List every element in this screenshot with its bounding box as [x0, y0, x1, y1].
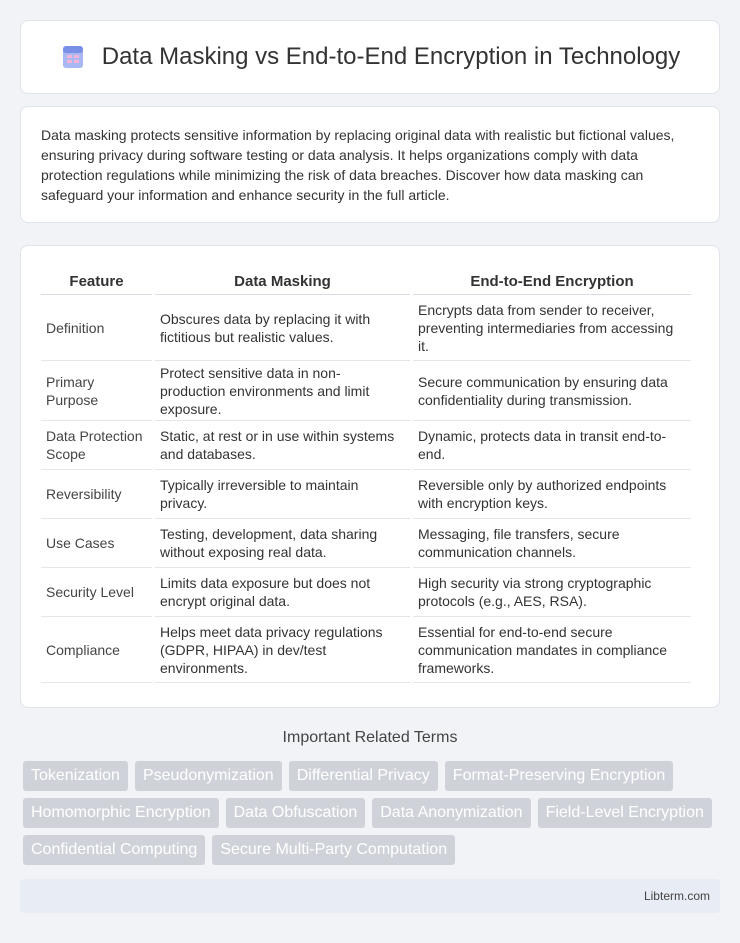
- intro-card: [20, 106, 720, 223]
- table-row: [41, 519, 691, 568]
- footer: [20, 879, 720, 913]
- related-term-tag[interactable]: Confidential Computing: [23, 835, 205, 865]
- feature-cell: Primary Purpose: [41, 361, 152, 421]
- masking-cell: Protect sensitive data in non-production environments and limit exposure.: [155, 361, 410, 421]
- related-terms-list: [23, 761, 723, 865]
- related-terms-heading: Important Related Terms: [282, 729, 458, 746]
- header-e2e-encryption: End-to-End Encryption: [413, 266, 691, 295]
- related-term-tag[interactable]: Tokenization: [23, 761, 128, 791]
- header-data-masking: Data Masking: [155, 266, 410, 295]
- feature-cell: Definition: [41, 295, 152, 361]
- encryption-cell: Secure communication by ensuring data confidentiality during transmission.: [413, 361, 691, 421]
- table-row: [41, 568, 691, 617]
- masking-cell: Testing, development, data sharing without exposing real data.: [155, 519, 410, 568]
- title-card: [20, 20, 720, 94]
- table-header-row: [41, 266, 691, 295]
- masking-cell: Limits data exposure but does not encrypt original data.: [155, 568, 410, 617]
- related-term-tag[interactable]: Data Obfuscation: [226, 798, 366, 828]
- feature-cell: Use Cases: [41, 519, 152, 568]
- feature-cell: Compliance: [41, 617, 152, 683]
- table-row: [41, 421, 691, 470]
- related-term-tag[interactable]: Secure Multi-Party Computation: [212, 835, 455, 865]
- encryption-cell: Dynamic, protects data in transit end-to-end.: [413, 421, 691, 470]
- masking-cell: Typically irreversible to maintain privacy.: [155, 470, 410, 519]
- page-title: Data Masking vs End-to-End Encryption in Technology: [101, 43, 681, 70]
- table-row: [41, 470, 691, 519]
- masking-cell: Obscures data by replacing it with fictitious but realistic values.: [155, 295, 410, 361]
- masking-cell: Static, at rest or in use within systems and databases.: [155, 421, 410, 470]
- table-row: [41, 361, 691, 421]
- feature-cell: Data Protection Scope: [41, 421, 152, 470]
- footer-site-link[interactable]: Libterm.com: [643, 889, 710, 903]
- table-row: [41, 295, 691, 361]
- encryption-cell: Reversible only by authorized endpoints with encryption keys.: [413, 470, 691, 519]
- encryption-cell: High security via strong cryptographic protocols (e.g., AES, RSA).: [413, 568, 691, 617]
- masking-cell: Helps meet data privacy regulations (GDPR, HIPAA) in dev/test environments.: [155, 617, 410, 683]
- comparison-card: [20, 245, 720, 708]
- related-term-tag[interactable]: Data Anonymization: [372, 798, 530, 828]
- comparison-table: [38, 266, 694, 683]
- related-term-tag[interactable]: Field-Level Encryption: [538, 798, 712, 828]
- related-term-tag[interactable]: Format-Preserving Encryption: [445, 761, 674, 791]
- related-term-tag[interactable]: Homomorphic Encryption: [23, 798, 219, 828]
- encryption-cell: Messaging, file transfers, secure communication channels.: [413, 519, 691, 568]
- encryption-cell: Essential for end-to-end secure communication mandates in compliance frameworks.: [413, 617, 691, 683]
- header-feature: Feature: [41, 266, 152, 295]
- feature-cell: Reversibility: [41, 470, 152, 519]
- encryption-cell: Encrypts data from sender to receiver, preventing intermediaries from accessing it.: [413, 295, 691, 361]
- table-row: [41, 617, 691, 683]
- related-term-tag[interactable]: Differential Privacy: [289, 761, 438, 791]
- intro-text: Data masking protects sensitive information by replacing original data with realistic but fictional values, ensuring privacy during software testing or data analysis. It helps organizations comply with data protection regulations while minimizing the risk of data breaches. Discover how data masking can safeguard your information and enhance security in the full article.: [41, 127, 675, 203]
- related-term-tag[interactable]: Pseudonymization: [135, 761, 282, 791]
- feature-cell: Security Level: [41, 568, 152, 617]
- spreadsheet-icon: [60, 44, 86, 70]
